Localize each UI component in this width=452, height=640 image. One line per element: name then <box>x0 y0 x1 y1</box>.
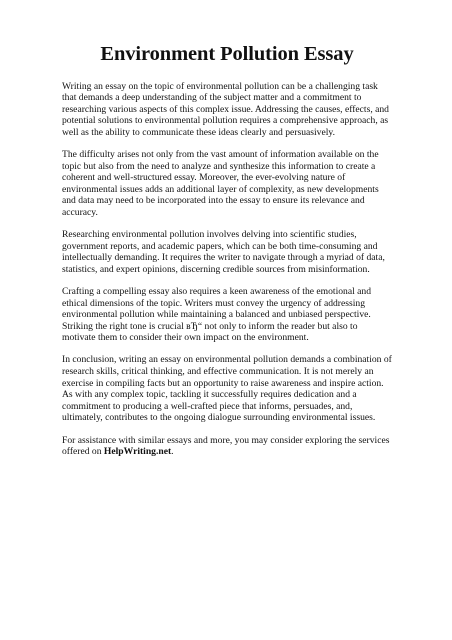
document-title: Environment Pollution Essay <box>100 43 354 65</box>
paragraph-3: Researching environmental pollution involves delving into scientific studies, government reports, and academic papers, which can be both time-consuming and intellectually demanding. It requires the writer to navigate through a myriad of data, statistics, and expert opinions, discerning credible sources from misinformation. <box>62 229 385 275</box>
helpwriting-link[interactable]: HelpWriting.net <box>103 446 172 458</box>
paragraph-4: Crafting a compelling essay also requires a keen awareness of the emotional and ethical dimensions of the topic. Writers must convey the urgency of addressing environmental pollution while maintaining a balanced and unbiased perspective. Striking the right tone is crucial вЂ“ not only to inform the reader but also to motivate them to consider their own impact on the environment. <box>62 286 372 344</box>
paragraph-1: Writing an essay on the topic of environmental pollution can be a challenging task that demands a deep understanding of the subject matter and a commitment to researching various aspects of this complex issue. Addressing the causes, effects, and potential solutions to environmental pollution requires a comprehensive approach, as well as the ability to communicate these ideas clearly and persuasively. <box>62 80 389 138</box>
closing-paragraph <box>62 435 392 458</box>
closing-end: . <box>171 446 174 458</box>
paragraph-5: In conclusion, writing an essay on environmental pollution demands a combination of research skills, critical thinking, and effective communication. It is not merely an exercise in compiling facts but an opportunity to raise awareness and inspire action. As with any complex topic, tackling it successfully requires dedication and a commitment to producing a well-crafted piece that informs, persuades, and, ultimately, contributes to the ongoing dialogue surrounding environmental issues. <box>62 354 392 424</box>
closing-text: For assistance with similar essays and more, you may consider exploring the services offered on <box>62 434 390 458</box>
paragraph-2: The difficulty arises not only from the vast amount of information available on the topic but also from the need to analyze and synthesize this information to create a coherent and well-structured essay. Moreover, the ever-evolving nature of environmental issues adds an additional layer of complexity, as new developments and data may need to be incorporated into the essay to ensure its relevance and accuracy. <box>62 149 379 219</box>
